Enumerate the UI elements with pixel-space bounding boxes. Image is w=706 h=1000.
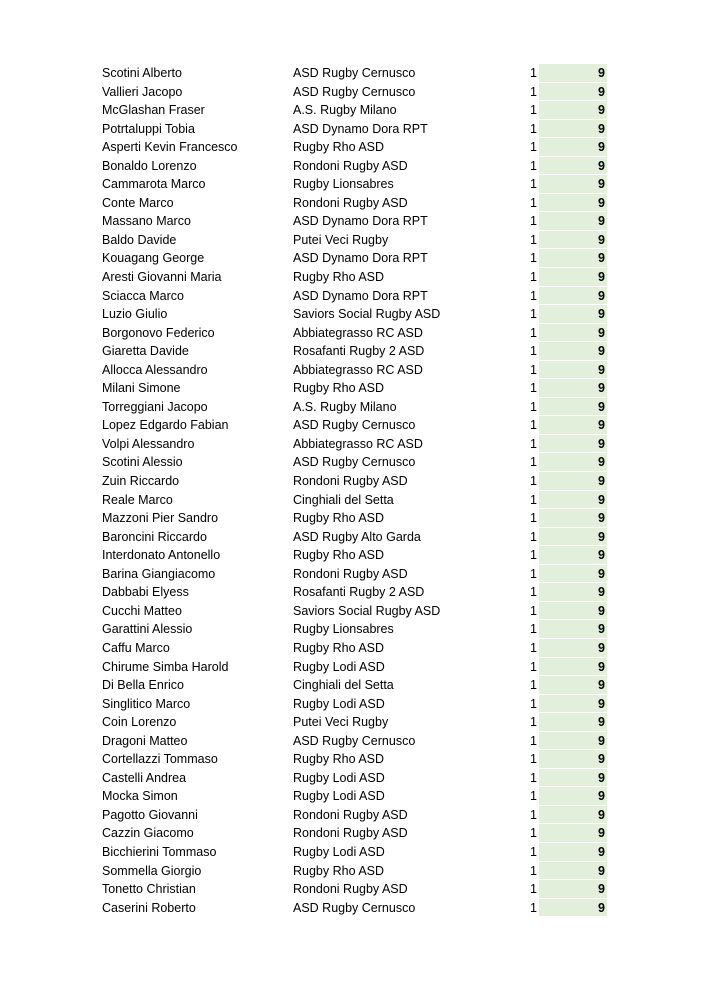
player-name-cell: Cammarota Marco	[102, 177, 206, 192]
team-name-cell: Rugby Lodi ASD	[293, 696, 385, 711]
table-row	[0, 880, 706, 899]
team-name-cell: Rondoni Rugby ASD	[293, 807, 408, 822]
player-name-cell: Kouagang George	[102, 251, 205, 266]
score-cell: 9	[539, 342, 607, 361]
team-name-cell: ASD Rugby Cernusco	[293, 84, 416, 99]
team-name-cell: ASD Rugby Alto Garda	[293, 529, 421, 544]
player-name-cell: Aresti Giovanni Maria	[102, 270, 222, 285]
player-name-cell: Massano Marco	[102, 214, 191, 229]
team-name-cell: Rondoni Rugby ASD	[293, 158, 408, 173]
player-name-cell: Pagotto Giovanni	[102, 807, 198, 822]
score-cell: 9	[539, 843, 607, 862]
player-name-cell: Lopez Edgardo Fabian	[102, 418, 229, 433]
score-cell: 9	[539, 787, 607, 806]
score-cell: 9	[539, 658, 607, 677]
player-name-cell: Chirume Simba Harold	[102, 659, 229, 674]
score-cell: 9	[539, 324, 607, 343]
player-name-cell: Scotini Alessio	[102, 455, 183, 470]
score-cell: 9	[539, 398, 607, 417]
team-name-cell: Abbiategrasso RC ASD	[293, 362, 423, 377]
score-cell: 9	[539, 806, 607, 825]
player-name-cell: Caserini Roberto	[102, 900, 196, 915]
player-name-cell: Castelli Andrea	[102, 770, 187, 785]
table-row	[0, 361, 706, 380]
count-cell: 1	[530, 844, 537, 859]
team-name-cell: Saviors Social Rugby ASD	[293, 307, 441, 322]
player-name-cell: Di Bella Enrico	[102, 678, 184, 693]
table-row	[0, 565, 706, 584]
team-name-cell: ASD Dynamo Dora RPT	[293, 214, 428, 229]
score-cell: 9	[539, 361, 607, 380]
count-cell: 1	[530, 140, 537, 155]
count-cell: 1	[530, 232, 537, 247]
team-name-cell: Rugby Rho ASD	[293, 140, 385, 155]
count-cell: 1	[530, 195, 537, 210]
score-cell: 9	[539, 157, 607, 176]
count-cell: 1	[530, 882, 537, 897]
team-name-cell: ASD Rugby Cernusco	[293, 733, 416, 748]
count-cell: 1	[530, 492, 537, 507]
table-row	[0, 379, 706, 398]
table-row	[0, 732, 706, 751]
player-name-cell: Singlitico Marco	[102, 696, 191, 711]
team-name-cell: Rugby Lodi ASD	[293, 844, 385, 859]
player-name-cell: Baroncini Riccardo	[102, 529, 207, 544]
count-cell: 1	[530, 121, 537, 136]
team-name-cell: Abbiategrasso RC ASD	[293, 436, 423, 451]
table-row	[0, 212, 706, 231]
team-name-cell: Rugby Lodi ASD	[293, 659, 385, 674]
table-row	[0, 713, 706, 732]
player-name-cell: Cortellazzi Tommaso	[102, 752, 218, 767]
score-cell: 9	[539, 750, 607, 769]
team-name-cell: A.S. Rugby Milano	[293, 103, 397, 118]
table-row	[0, 769, 706, 788]
score-cell: 9	[539, 862, 607, 881]
count-cell: 1	[530, 362, 537, 377]
score-cell: 9	[539, 453, 607, 472]
team-name-cell: ASD Rugby Cernusco	[293, 66, 416, 80]
count-cell: 1	[530, 752, 537, 767]
player-name-cell: Mocka Simon	[102, 789, 178, 804]
table-row	[0, 695, 706, 714]
score-cell: 9	[539, 83, 607, 102]
table-row	[0, 750, 706, 769]
team-name-cell: Rugby Rho ASD	[293, 752, 385, 767]
table-row	[0, 583, 706, 602]
team-name-cell: Rondoni Rugby ASD	[293, 474, 408, 489]
player-name-cell: Torreggiani Jacopo	[102, 399, 208, 414]
table-row	[0, 620, 706, 639]
count-cell: 1	[530, 733, 537, 748]
score-cell: 9	[539, 194, 607, 213]
count-cell: 1	[530, 399, 537, 414]
team-name-cell: ASD Rugby Cernusco	[293, 900, 416, 915]
team-name-cell: Rugby Rho ASD	[293, 511, 385, 526]
team-name-cell: Putei Veci Rugby	[293, 232, 389, 247]
player-name-cell: Vallieri Jacopo	[102, 84, 183, 99]
team-name-cell: Saviors Social Rugby ASD	[293, 603, 441, 618]
score-cell: 9	[539, 472, 607, 491]
team-name-cell: Rugby Lodi ASD	[293, 770, 385, 785]
team-name-cell: Rugby Rho ASD	[293, 270, 385, 285]
count-cell: 1	[530, 307, 537, 322]
table-row	[0, 453, 706, 472]
table-row	[0, 676, 706, 695]
count-cell: 1	[530, 807, 537, 822]
team-name-cell: ASD Dynamo Dora RPT	[293, 121, 428, 136]
score-cell: 9	[539, 713, 607, 732]
score-cell: 9	[539, 620, 607, 639]
score-cell: 9	[539, 639, 607, 658]
score-cell: 9	[539, 435, 607, 454]
score-cell: 9	[539, 583, 607, 602]
count-cell: 1	[530, 103, 537, 118]
team-name-cell: ASD Rugby Cernusco	[293, 455, 416, 470]
table-row	[0, 862, 706, 881]
team-name-cell: ASD Dynamo Dora RPT	[293, 288, 428, 303]
count-cell: 1	[530, 325, 537, 340]
player-name-cell: Milani Simone	[102, 381, 181, 396]
player-name-cell: Cazzin Giacomo	[102, 826, 194, 841]
table-row	[0, 101, 706, 120]
table-row	[0, 843, 706, 862]
player-name-cell: Scotini Alberto	[102, 66, 182, 80]
team-name-cell: ASD Dynamo Dora RPT	[293, 251, 428, 266]
player-name-cell: Volpi Alessandro	[102, 436, 195, 451]
count-cell: 1	[530, 696, 537, 711]
count-cell: 1	[530, 270, 537, 285]
table-row	[0, 305, 706, 324]
team-name-cell: Rondoni Rugby ASD	[293, 882, 408, 897]
count-cell: 1	[530, 177, 537, 192]
score-cell: 9	[539, 249, 607, 268]
count-cell: 1	[530, 344, 537, 359]
count-cell: 1	[530, 529, 537, 544]
count-cell: 1	[530, 566, 537, 581]
score-cell: 9	[539, 379, 607, 398]
team-name-cell: ASD Rugby Cernusco	[293, 418, 416, 433]
player-name-cell: Reale Marco	[102, 492, 173, 507]
score-cell: 9	[539, 64, 607, 83]
team-name-cell: Putei Veci Rugby	[293, 715, 389, 730]
count-cell: 1	[530, 511, 537, 526]
count-cell: 1	[530, 678, 537, 693]
table-row	[0, 787, 706, 806]
count-cell: 1	[530, 436, 537, 451]
player-name-cell: Tonetto Christian	[102, 882, 196, 897]
player-name-cell: Luzio Giulio	[102, 307, 168, 322]
table-row	[0, 249, 706, 268]
table-row	[0, 83, 706, 102]
player-name-cell: Barina Giangiacomo	[102, 566, 216, 581]
table-row	[0, 899, 706, 918]
table-row	[0, 342, 706, 361]
player-name-cell: Giaretta Davide	[102, 344, 189, 359]
score-cell: 9	[539, 175, 607, 194]
table-row	[0, 138, 706, 157]
count-cell: 1	[530, 66, 537, 80]
score-cell: 9	[539, 212, 607, 231]
team-name-cell: Rondoni Rugby ASD	[293, 826, 408, 841]
player-name-cell: Potrtaluppi Tobia	[102, 121, 195, 136]
team-name-cell: Abbiategrasso RC ASD	[293, 325, 423, 340]
count-cell: 1	[530, 622, 537, 637]
player-name-cell: Dragoni Matteo	[102, 733, 188, 748]
score-cell: 9	[539, 899, 607, 918]
team-name-cell: Rondoni Rugby ASD	[293, 566, 408, 581]
score-cell: 9	[539, 268, 607, 287]
count-cell: 1	[530, 381, 537, 396]
table-row	[0, 416, 706, 435]
score-cell: 9	[539, 287, 607, 306]
table-row	[0, 491, 706, 510]
score-cell: 9	[539, 138, 607, 157]
count-cell: 1	[530, 84, 537, 99]
table-row	[0, 64, 706, 83]
count-cell: 1	[530, 863, 537, 878]
score-cell: 9	[539, 491, 607, 510]
count-cell: 1	[530, 288, 537, 303]
player-name-cell: Cucchi Matteo	[102, 603, 182, 618]
team-name-cell: Rugby Rho ASD	[293, 548, 385, 563]
count-cell: 1	[530, 455, 537, 470]
table-row	[0, 528, 706, 547]
player-name-cell: Allocca Alessandro	[102, 362, 208, 377]
table-row	[0, 546, 706, 565]
table-row	[0, 231, 706, 250]
table-row	[0, 602, 706, 621]
count-cell: 1	[530, 251, 537, 266]
player-name-cell: Asperti Kevin Francesco	[102, 140, 238, 155]
table-row	[0, 120, 706, 139]
player-name-cell: Conte Marco	[102, 195, 174, 210]
team-name-cell: A.S. Rugby Milano	[293, 399, 397, 414]
player-name-cell: Sciacca Marco	[102, 288, 184, 303]
score-cell: 9	[539, 769, 607, 788]
count-cell: 1	[530, 548, 537, 563]
score-cell: 9	[539, 231, 607, 250]
table-row	[0, 509, 706, 528]
table-row	[0, 824, 706, 843]
table-row	[0, 639, 706, 658]
score-cell: 9	[539, 120, 607, 139]
player-name-cell: Caffu Marco	[102, 640, 170, 655]
player-name-cell: Interdonato Antonello	[102, 548, 221, 563]
table-row	[0, 324, 706, 343]
team-name-cell: Rondoni Rugby ASD	[293, 195, 408, 210]
score-cell: 9	[539, 565, 607, 584]
team-name-cell: Cinghiali del Setta	[293, 492, 394, 507]
team-name-cell: Rugby Lionsabres	[293, 622, 394, 637]
table-row	[0, 806, 706, 825]
player-name-cell: Dabbabi Elyess	[102, 585, 189, 600]
score-cell: 9	[539, 695, 607, 714]
count-cell: 1	[530, 900, 537, 915]
count-cell: 1	[530, 659, 537, 674]
score-cell: 9	[539, 509, 607, 528]
team-name-cell: Rugby Rho ASD	[293, 381, 385, 396]
count-cell: 1	[530, 418, 537, 433]
score-cell: 9	[539, 602, 607, 621]
player-name-cell: Sommella Giorgio	[102, 863, 202, 878]
player-name-cell: McGlashan Fraser	[102, 103, 205, 118]
count-cell: 1	[530, 214, 537, 229]
score-cell: 9	[539, 824, 607, 843]
table-row	[0, 268, 706, 287]
table-row	[0, 435, 706, 454]
player-name-cell: Borgonovo Federico	[102, 325, 215, 340]
score-cell: 9	[539, 528, 607, 547]
player-name-cell: Coin Lorenzo	[102, 715, 177, 730]
count-cell: 1	[530, 789, 537, 804]
team-name-cell: Cinghiali del Setta	[293, 678, 394, 693]
table-row	[0, 175, 706, 194]
team-name-cell: Rosafanti Rugby 2 ASD	[293, 344, 425, 359]
table-row	[0, 398, 706, 417]
team-name-cell: Rugby Rho ASD	[293, 863, 385, 878]
player-name-cell: Mazzoni Pier Sandro	[102, 511, 219, 526]
count-cell: 1	[530, 603, 537, 618]
score-cell: 9	[539, 416, 607, 435]
count-cell: 1	[530, 640, 537, 655]
count-cell: 1	[530, 585, 537, 600]
count-cell: 1	[530, 770, 537, 785]
player-name-cell: Baldo Davide	[102, 232, 177, 247]
table-row	[0, 157, 706, 176]
table-row	[0, 194, 706, 213]
player-name-cell: Bonaldo Lorenzo	[102, 158, 197, 173]
count-cell: 1	[530, 715, 537, 730]
player-name-cell: Zuin Riccardo	[102, 474, 180, 489]
score-cell: 9	[539, 676, 607, 695]
table-row	[0, 287, 706, 306]
team-name-cell: Rugby Lodi ASD	[293, 789, 385, 804]
score-cell: 9	[539, 732, 607, 751]
count-cell: 1	[530, 158, 537, 173]
player-name-cell: Garattini Alessio	[102, 622, 193, 637]
score-cell: 9	[539, 101, 607, 120]
score-cell: 9	[539, 880, 607, 899]
table-row	[0, 472, 706, 491]
player-table	[0, 64, 706, 917]
team-name-cell: Rugby Rho ASD	[293, 640, 385, 655]
score-cell: 9	[539, 546, 607, 565]
team-name-cell: Rosafanti Rugby 2 ASD	[293, 585, 425, 600]
player-name-cell: Bicchierini Tommaso	[102, 844, 217, 859]
count-cell: 1	[530, 474, 537, 489]
score-cell: 9	[539, 305, 607, 324]
table-row	[0, 658, 706, 677]
count-cell: 1	[530, 826, 537, 841]
team-name-cell: Rugby Lionsabres	[293, 177, 394, 192]
